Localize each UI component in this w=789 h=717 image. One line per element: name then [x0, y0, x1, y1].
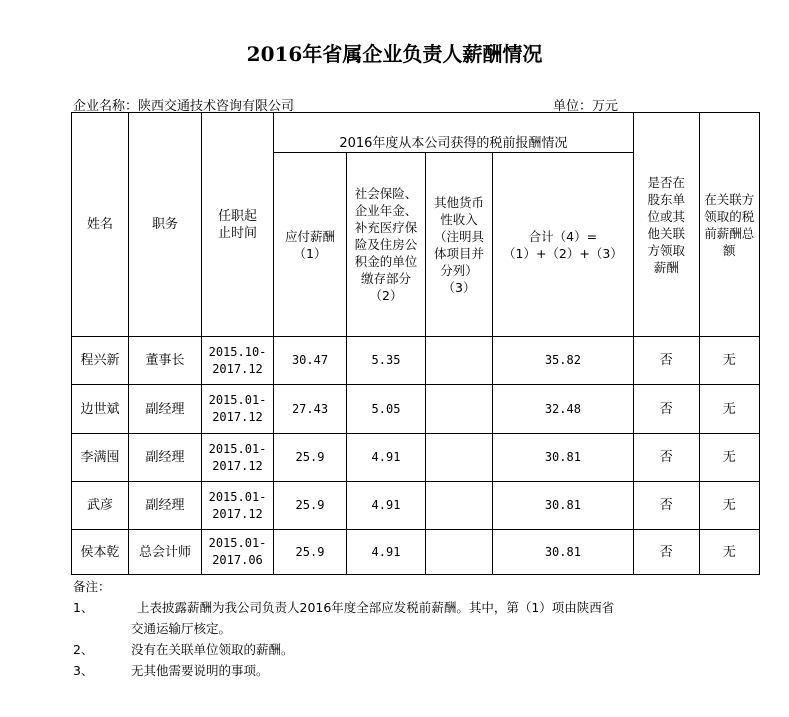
- header-social: [347, 153, 426, 337]
- cell-total: 35.82: [493, 337, 634, 385]
- note-text: 上表披露薪酬为我公司负责人2016年度全部应发税前薪酬。其中，第（1）项由陕西省: [137, 600, 615, 615]
- note-item: [73, 597, 615, 618]
- cell-name: 程兴新: [72, 337, 129, 385]
- table-row: [72, 385, 760, 434]
- cell-total: 30.81: [493, 434, 634, 482]
- cell-related: 无: [699, 482, 759, 530]
- cell-shareholder: 否: [633, 434, 699, 482]
- cell-position: 副经理: [129, 482, 202, 530]
- note-continuation: [73, 618, 232, 639]
- note-text: 没有在关联单位领取的薪酬。: [131, 642, 294, 657]
- cell-salary: 27.43: [274, 385, 347, 434]
- table-row: [72, 530, 760, 575]
- cell-term: [202, 482, 274, 530]
- cell-salary: 25.9: [274, 434, 347, 482]
- header-related: [699, 113, 759, 337]
- cell-other: [426, 385, 493, 434]
- cell-term-end: 2017.12: [212, 361, 263, 376]
- cell-name: 边世斌: [72, 385, 129, 434]
- cell-related: 无: [699, 385, 759, 434]
- header-term: [202, 113, 274, 337]
- header-salary: [274, 153, 347, 337]
- header-group: 2016年度从本公司获得的税前报酬情况: [274, 113, 634, 153]
- cell-shareholder: 否: [633, 482, 699, 530]
- header-salary-label: 应付薪酬（1）: [284, 228, 335, 261]
- note-text-continued: 交通运输厅核定。: [131, 621, 232, 636]
- cell-position: 总会计师: [129, 530, 202, 575]
- cell-social: 4.91: [347, 482, 426, 530]
- table-row: [72, 482, 760, 530]
- cell-term-end: 2017.12: [212, 410, 263, 424]
- notes-section: [73, 576, 615, 681]
- cell-other: [426, 530, 493, 575]
- cell-social: 5.35: [347, 337, 426, 385]
- cell-social: 4.91: [347, 530, 426, 575]
- cell-position: 副经理: [129, 434, 202, 482]
- cell-related: 无: [699, 337, 759, 385]
- cell-other: [426, 337, 493, 385]
- header-shareholder: [633, 113, 699, 337]
- table-row: [72, 337, 760, 385]
- cell-term-start: 2015.10-: [208, 344, 267, 359]
- note-text: 无其他需要说明的事项。: [131, 663, 269, 678]
- cell-social: 5.05: [347, 385, 426, 434]
- cell-position: 董事长: [129, 337, 202, 385]
- salary-table: [71, 112, 760, 575]
- header-position: 职务: [129, 113, 202, 337]
- cell-term-start: 2015.01-: [208, 441, 267, 456]
- header-social-label: 社会保险、企业年金、补充医疗保险及住房公积金的单位缴存部分（2）: [354, 186, 418, 303]
- cell-related: 无: [699, 530, 759, 575]
- note-number: 1、: [73, 600, 94, 615]
- header-related-label: 在关联方领取的税前薪酬总额: [704, 191, 755, 258]
- cell-total: 30.81: [493, 482, 634, 530]
- cell-term: [202, 434, 274, 482]
- cell-total: 32.48: [493, 385, 634, 434]
- header-total-label: 合计（4）=（1）+（2）+（3）: [503, 228, 623, 261]
- cell-other: [426, 482, 493, 530]
- cell-name: 李满囤: [72, 434, 129, 482]
- page-title: 2016年省属企业负责人薪酬情况: [246, 42, 543, 66]
- cell-term: [202, 337, 274, 385]
- cell-term-start: 2015.01-: [208, 489, 267, 504]
- table-row: [72, 434, 760, 482]
- note-number: 2、: [73, 642, 94, 657]
- cell-term: [202, 385, 274, 434]
- notes-label: 备注：: [73, 579, 111, 594]
- header-shareholder-label: 是否在股东单位或其他关联方领取薪酬: [647, 174, 686, 275]
- cell-term-end: 2017.06: [212, 553, 263, 567]
- company-name: 企业名称：陕西交通技术咨询有限公司: [73, 99, 295, 114]
- cell-other: [426, 434, 493, 482]
- cell-social: 4.91: [347, 434, 426, 482]
- cell-total: 30.81: [493, 530, 634, 575]
- note-number: 3、: [73, 663, 94, 678]
- cell-term-start: 2015.01-: [208, 393, 267, 407]
- cell-term-end: 2017.12: [212, 458, 263, 473]
- cell-name: 侯本乾: [72, 530, 129, 575]
- header-other-label: 其他货币性收入（注明具体项目并分列）（3）: [434, 194, 485, 295]
- header-total: [493, 153, 634, 337]
- cell-shareholder: 否: [633, 530, 699, 575]
- header-other: [426, 153, 493, 337]
- cell-term: [202, 530, 274, 575]
- cell-related: 无: [699, 434, 759, 482]
- header-term-label: 任职起止时间: [217, 208, 257, 241]
- cell-position: 副经理: [129, 385, 202, 434]
- note-item: [73, 639, 294, 660]
- cell-term-start: 2015.01-: [208, 536, 267, 550]
- header-name: 姓名: [72, 113, 129, 337]
- cell-salary: 30.47: [274, 337, 347, 385]
- note-item: [73, 660, 269, 681]
- cell-term-end: 2017.12: [212, 506, 263, 521]
- cell-shareholder: 否: [633, 385, 699, 434]
- cell-salary: 25.9: [274, 530, 347, 575]
- cell-shareholder: 否: [633, 337, 699, 385]
- cell-salary: 25.9: [274, 482, 347, 530]
- unit-label: 单位：万元: [553, 99, 619, 114]
- cell-name: 武彦: [72, 482, 129, 530]
